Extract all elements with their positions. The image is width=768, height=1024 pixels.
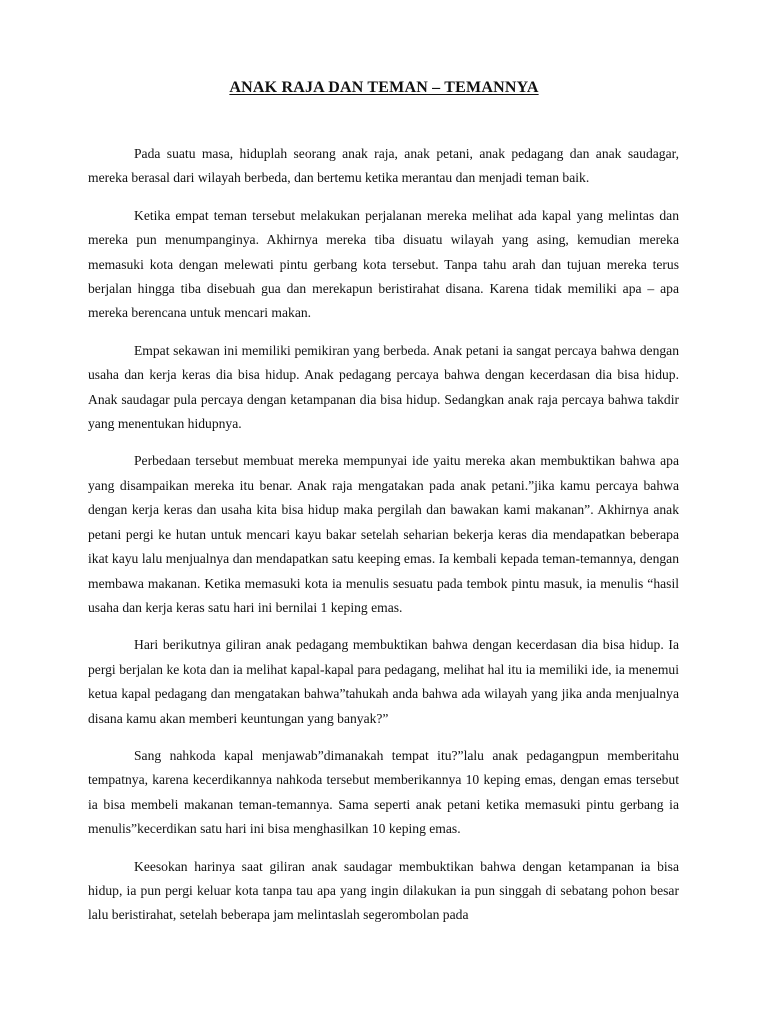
paragraph-4: Perbedaan tersebut membuat mereka mempunyai ide yaitu mereka akan membuktikan bahwa apa yang disampaikan mereka itu benar. Anak raja mengatakan pada anak petani.”jika kamu percaya bahwa dengan kerja keras dan usaha kita bisa hidup maka pergilah dan bawakan kami makanan”. Akhirnya anak petani pergi ke hutan untuk mencari kayu bakar setelah seharian bekerja keras dia mendapatkan beberapa ikat kayu lalu menjualnya dan mendapatkan satu keeping emas. Ia kembali kepada teman-temannya, dengan membawa makanan. Ketika memasuki kota ia menulis sesuatu pada tembok pintu masuk, ia menulis “hasil usaha dan kerja keras satu hari ini bernilai 1 keping emas. <box>88 453 679 615</box>
document-title: ANAK RAJA DAN TEMAN – TEMANNYA <box>229 79 539 96</box>
paragraph-1: Pada suatu masa, hiduplah seorang anak raja, anak petani, anak pedagang dan anak saudagar, mereka berasal dari wilayah berbeda, dan bertemu ketika merantau dan menjadi teman baik. <box>88 146 679 186</box>
document-body <box>88 142 679 941</box>
paragraph-6: Sang nahkoda kapal menjawab”dimanakah tempat itu?”lalu anak pedagangpun memberitahu tempatnya, karena kecerdikannya nahkoda tersebut memberikannya 10 keping emas, dengan emas tersebut ia bisa membeli makanan teman-temannya. Sama seperti anak petani ketika memasuki pintu gerbang ia menulis”kecerdikan satu hari ini bisa menghasilkan 10 keping emas. <box>88 747 679 837</box>
paragraph-2: Ketika empat teman tersebut melakukan perjalanan mereka melihat ada kapal yang melintas dan mereka pun menumpanginya. Akhirnya mereka tiba disuatu wilayah yang asing, kemudian mereka memasuki kota dengan melewati pintu gerbang kota tersebut. Tanpa tahu arah dan tujuan mereka terus berjalan hingga tiba disebuah gua dan merekapun beristirahat disana. Karena tidak memiliki apa – apa mereka berencana untuk mencari makan. <box>88 207 679 321</box>
paragraph-7: Keesokan harinya saat giliran anak saudagar membuktikan bahwa dengan ketampanan ia bisa hidup, ia pun pergi keluar kota tanpa tau apa yang ingin dilakukan ia pun singgah di sebatang pohon besar lalu beristirahat, setelah beberapa jam melintaslah segerombolan pada <box>88 858 679 923</box>
paragraph-3: Empat sekawan ini memiliki pemikiran yang berbeda. Anak petani ia sangat percaya bahwa dengan usaha dan kerja keras dia bisa hidup. Anak pedagang percaya bahwa dengan kecerdasan dia bisa hidup. Anak saudagar pula percaya dengan ketampanan dia bisa hidup. Sedangkan anak raja percaya bahwa takdir yang menentukan hidupnya. <box>88 342 679 432</box>
paragraph-5: Hari berikutnya giliran anak pedagang membuktikan bahwa dengan kecerdasan dia bisa hidup. Ia pergi berjalan ke kota dan ia melihat kapal-kapal para pedagang, melihat hal itu ia memiliki ide, ia menemui ketua kapal pedagang dan mengatakan bahwa”tahukah anda bahwa ada wilayah yang jika anda menjualnya disana kamu akan memberi keuntungan yang banyak?” <box>88 637 679 726</box>
